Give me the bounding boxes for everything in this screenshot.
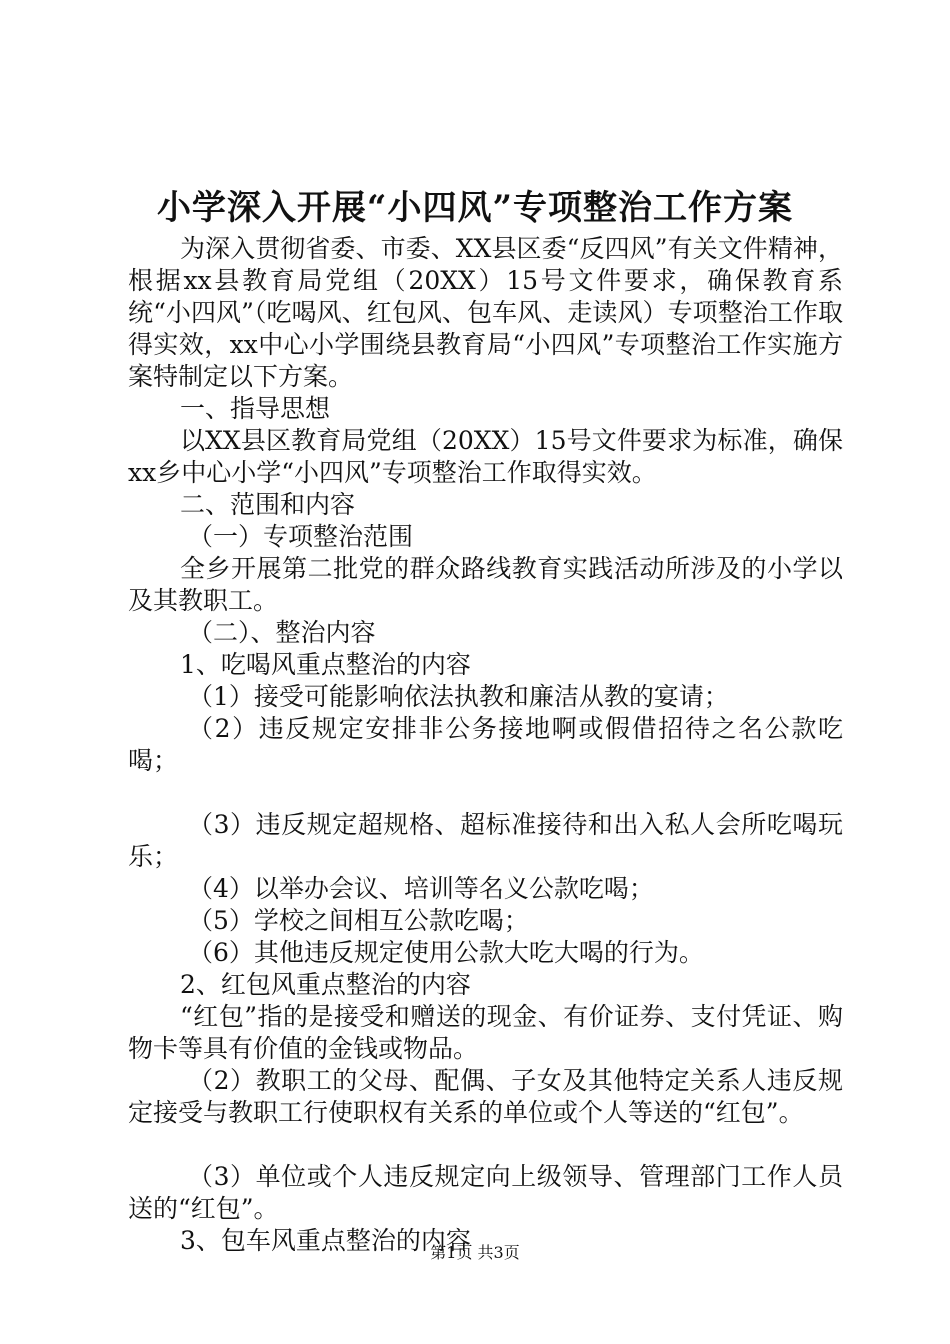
document-title: 小学深入开展“小四风”专项整治工作方案	[156, 188, 794, 228]
list-item-dining-2: （2）违反规定安排非公务接地啊或假借招待之名公款吃喝；	[128, 714, 843, 775]
paragraph-intro: 为深入贯彻省委、市委、XX县区委“反四风”有关文件精神，根据xx县教育局党组（20XX）15号文件要求，确保教育系统“小四风”（吃喝风、红包风、包车风、走读风）专项整治工作取得实效，xx中心小学围绕县教育局“小四风”专项整治工作实施方案特制定以下方案。	[128, 234, 843, 391]
list-item-dining-1: （1）接受可能影响依法执教和廉洁从教的宴请；	[188, 682, 729, 711]
heading-chartered-car: 3、包车风重点整治的内容	[180, 1226, 471, 1255]
subheading-scope: （一）专项整治范围	[188, 522, 414, 551]
subheading-content: （二）、整治内容	[188, 618, 376, 647]
list-item-dining-6: （6）其他违反规定使用公款大吃大喝的行为。	[188, 938, 704, 967]
paragraph-red-envelope-definition: “红包”指的是接受和赠送的现金、有价证券、支付凭证、购物卡等具有价值的金钱或物品。	[128, 1002, 843, 1063]
blank-line	[128, 777, 843, 809]
paragraph-scope: 全乡开展第二批党的群众路线教育实践活动所涉及的小学以及其教职工。	[128, 554, 843, 615]
heading-dining: 1、吃喝风重点整治的内容	[180, 650, 471, 679]
heading-guiding-thought: 一、指导思想	[180, 394, 331, 423]
list-item-red-envelope-3: （3）单位或个人违反规定向上级领导、管理部门工作人员送的“红包”。	[128, 1162, 843, 1223]
list-item-dining-3: （3）违反规定超规格、超标准接待和出入私人会所吃喝玩乐；	[128, 810, 843, 871]
list-item-dining-4: （4）以举办会议、培训等名义公款吃喝；	[188, 874, 654, 903]
paragraph-guiding-thought: 以XX县区教育局党组（20XX）15号文件要求为标准，确保xx乡中心小学“小四风”专项整治工作取得实效。	[128, 426, 843, 487]
blank-line	[128, 1129, 843, 1161]
list-item-dining-5: （5）学校之间相互公款吃喝；	[188, 906, 529, 935]
page-footer: 第1页 共3页	[430, 1243, 520, 1262]
document-body	[128, 233, 843, 1257]
heading-red-envelope: 2、红包风重点整治的内容	[180, 970, 471, 999]
list-item-red-envelope-2: （2）教职工的父母、配偶、子女及其他特定关系人违反规定接受与教职工行使职权有关系的单位或个人等送的“红包”。	[128, 1066, 843, 1127]
heading-scope-content: 二、范围和内容	[180, 490, 356, 519]
